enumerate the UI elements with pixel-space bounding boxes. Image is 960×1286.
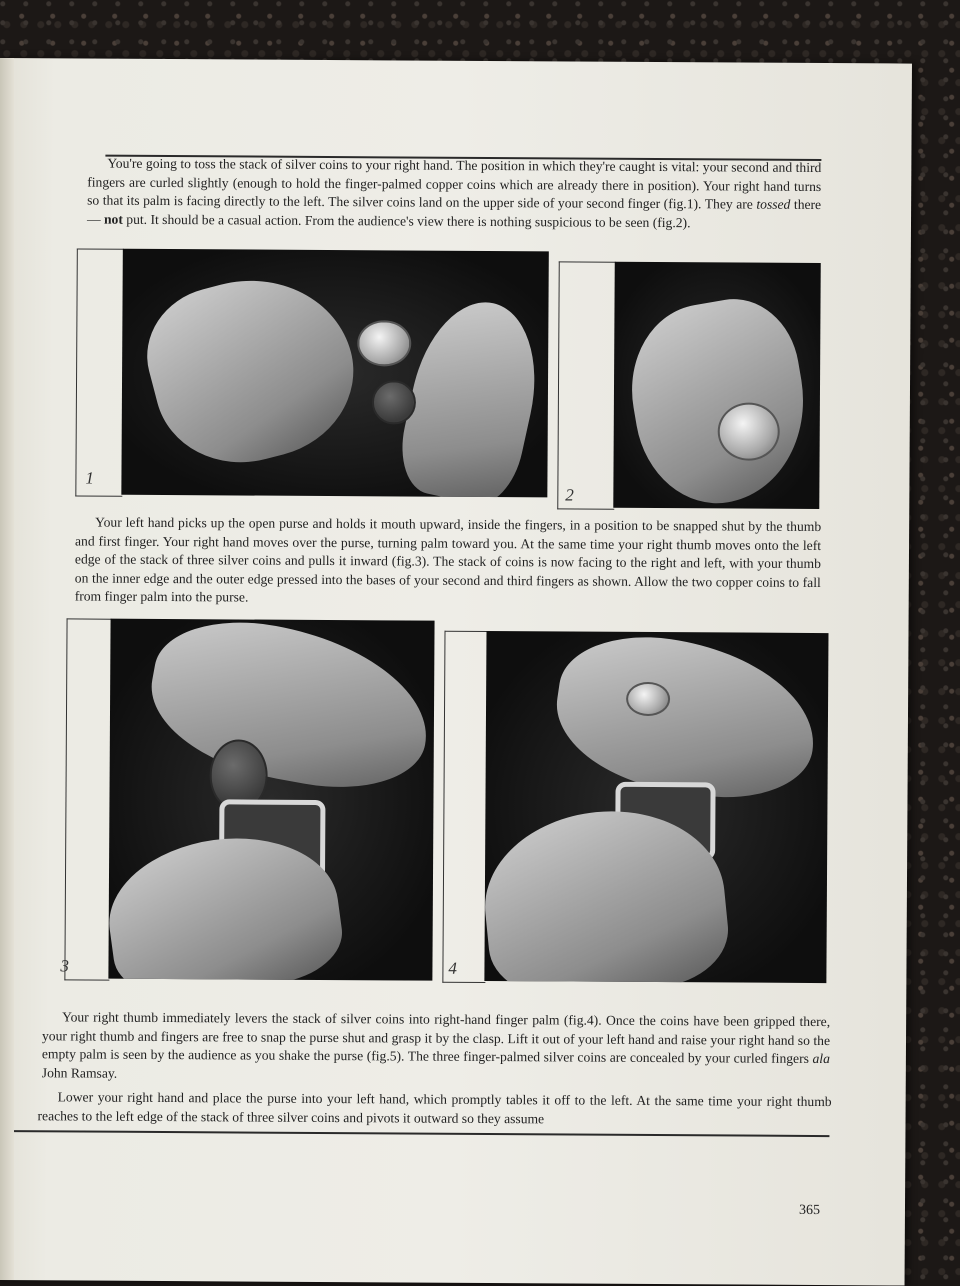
right-hand: [139, 619, 435, 804]
paragraph-3: Your right thumb immediately levers the stack of silver coins into right-hand finger palm (fig.4). Once the coins have been gripped there, your right thumb and fingers are free to snap the purse shut and grasp it by the clasp. Lift it out of your left hand and raise your right hand so the empty palm is seen by the audience as you shake the purse (fig.5). The three finger-palmed silver coins are concealed by your curled fingers ala John Ramsay.: [41, 1009, 831, 1081]
silver-coin-stack: [718, 402, 780, 460]
figure-4-photo: [484, 631, 828, 983]
figure-1-photo: [121, 249, 548, 498]
figure-2-bracket: [557, 261, 616, 509]
book-page: [0, 58, 912, 1286]
silver-coin: [357, 320, 411, 366]
paragraph-4: Lower your right hand and place the purse into your left hand, which promptly tables it off to the left. At the same time your right thumb reaches to the left edge of the stack of three silver coins and pivots it outward so they assume: [37, 1089, 832, 1126]
figure-1-number: 1: [85, 468, 94, 488]
copper-coin: [372, 380, 416, 424]
figure-4-bracket: [442, 631, 487, 983]
figure-3-bracket: [64, 618, 111, 980]
right-hand: [392, 290, 549, 497]
figure-1-bracket: [75, 248, 124, 496]
silver-coin-stack: [626, 682, 670, 716]
right-hand: [618, 290, 819, 509]
figure-2-photo: [613, 262, 820, 509]
page-number: 365: [798, 1202, 821, 1219]
figure-2-number: 2: [565, 485, 574, 505]
figure-3-number: 3: [60, 956, 70, 976]
bottom-rule: [13, 1130, 829, 1137]
page-spine: [0, 58, 14, 1280]
figure-4-number: 4: [448, 958, 458, 978]
paragraph-2: Your left hand picks up the open purse and holds it mouth upward, inside the fingers, in a position to be snapped shut by the thumb and first finger. Your right hand moves over the purse, turning palm toward you. At the same time your right thumb moves onto the left edge of the stack of three silver coins and pulls it inward (fig.3). The stack of coins is now facing to the right and left, with your thumb on the inner edge and the outer edge pressed into the bases of your second and third fingers as shown. Allow the two copper coins to fall from finger palm into the purse.: [74, 514, 822, 605]
figure-3-photo: [108, 619, 434, 981]
paragraph-1: You're going to toss the stack of silver coins to your right hand. The position in which they're caught is vital: your second and third fingers are curled slightly (enough to hold the finger-palmed copper coins which are already there in position). Your right hand turns so that its palm is facing directly to the left. The silver coins land on the upper side of your second finger (fig.1). They are tossed there — not put. It should be a casual action. From the audience's view there is nothing suspicious to be seen (fig.2).: [86, 155, 822, 230]
left-hand: [133, 257, 372, 482]
